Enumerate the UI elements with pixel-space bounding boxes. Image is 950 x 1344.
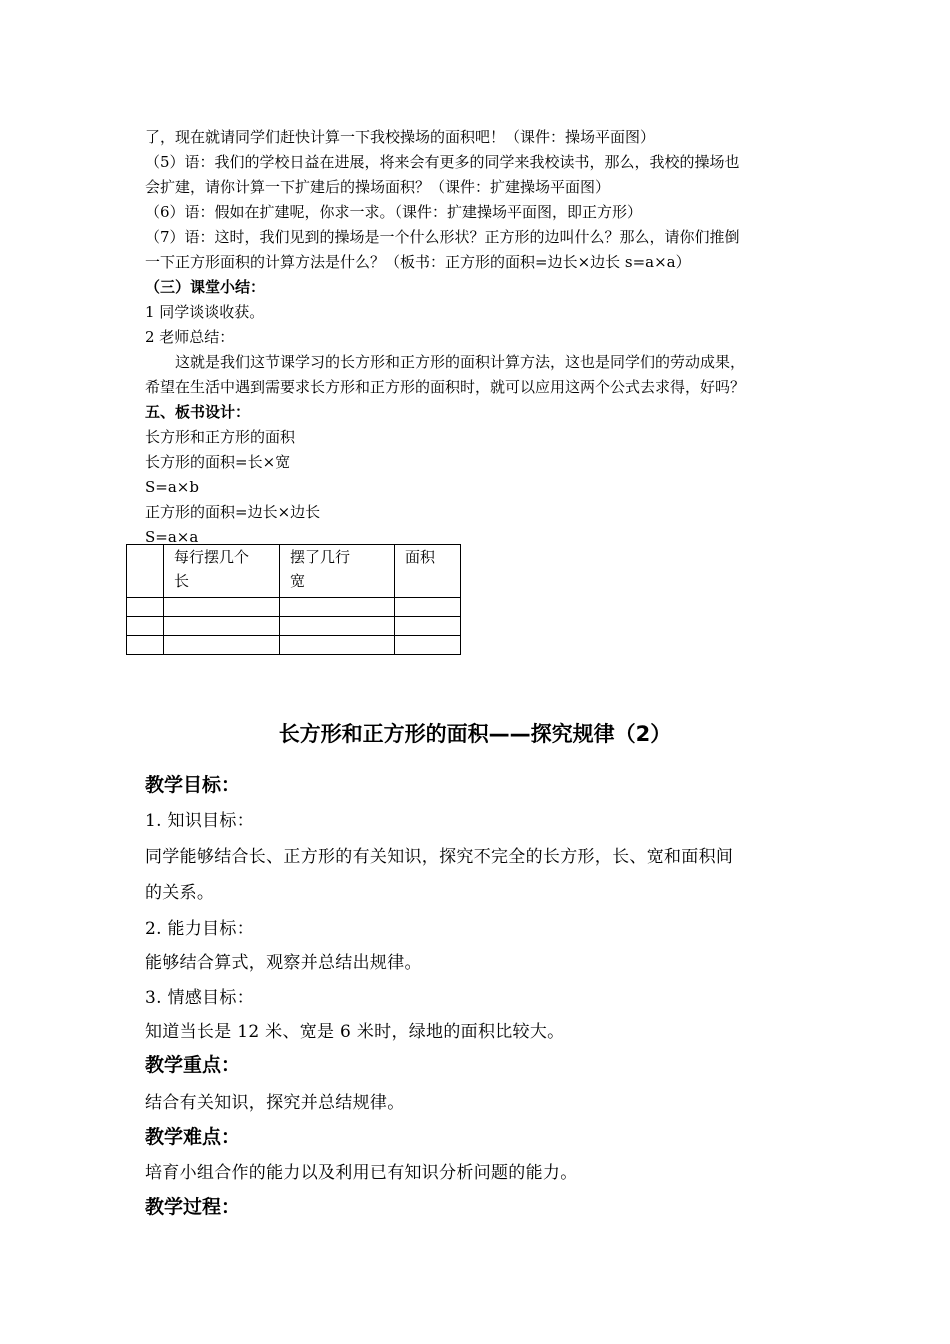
board-line-4: 正方形的面积=边长×边长 [145,503,321,521]
summary-item-1: 1 同学谈谈收获。 [145,303,265,321]
board-line-5: S=a×a [145,528,199,546]
process-heading: 教学过程： [145,1196,241,1218]
text-line-5: （7）语：这时，我们见到的操场是一个什么形状？正方形的边叫什么？那么，请你们推倒 [145,228,740,246]
goal-3-text: 知道当长是 12 米、宽是 6 米时，绿地的面积比较大。 [145,1022,565,1042]
board-table [126,544,461,655]
text-line-3: 会扩建，请你计算一下扩建后的操场面积？（课件：扩建操场平面图） [145,178,611,196]
summary-heading: （三）课堂小结： [145,278,266,296]
goals-heading: 教学目标： [145,774,241,796]
key-heading: 教学重点： [145,1054,241,1076]
table-header-cell: 摆了几行 宽 [280,545,395,598]
table-header-cell: 面积 [395,545,461,598]
table-header-row [127,545,461,598]
text-line-6: 一下正方形面积的计算方法是什么？（板书：正方形的面积=边长×边长 s=a×a） [145,253,691,271]
goal-1-text-a: 同学能够结合长、正方形的有关知识，探究不完全的长方形，长、宽和面积间 [145,847,734,867]
table-row [127,617,461,636]
summary-item-2: 2 老师总结： [145,328,235,346]
goal-3-title: 3. 情感目标： [145,988,255,1008]
key-text: 结合有关知识，探究并总结规律。 [145,1093,405,1113]
goal-2-text: 能够结合算式，观察并总结出规律。 [145,953,422,973]
goal-2-title: 2. 能力目标： [145,919,255,939]
difficulty-text: 培育小组合作的能力以及利用已有知识分析问题的能力。 [145,1163,578,1183]
section-title: 长方形和正方形的面积——探究规律（2） [278,722,672,746]
board-line-1: 长方形和正方形的面积 [145,428,296,446]
board-line-3: S=a×b [145,478,199,496]
table-row [127,636,461,655]
board-line-2: 长方形的面积=长×宽 [145,453,291,471]
board-heading: 五、板书设计： [145,403,251,421]
goal-1-text-b: 的关系。 [145,883,215,903]
text-line-2: （5）语：我们的学校日益在进展，将来会有更多的同学来我校读书，那么，我校的操场也 [145,153,740,171]
goal-1-title: 1. 知识目标： [145,811,255,831]
text-line-4: （6）语：假如在扩建呢，你求一求。（课件：扩建操场平面图，即正方形） [145,203,643,221]
summary-text-2: 希望在生活中遇到需要求长方形和正方形的面积时，就可以应用这两个公式去求得，好吗？ [145,378,746,396]
table-header-cell: 每行摆几个 长 [164,545,280,598]
text-line-1: 了，现在就请同学们赶快计算一下我校操场的面积吧！（课件：操场平面图） [145,128,656,146]
table-row [127,598,461,617]
summary-text-1: 这就是我们这节课学习的长方形和正方形的面积计算方法，这也是同学们的劳动成果， [175,353,746,371]
difficulty-heading: 教学难点： [145,1126,241,1148]
table-header-cell [127,545,164,598]
